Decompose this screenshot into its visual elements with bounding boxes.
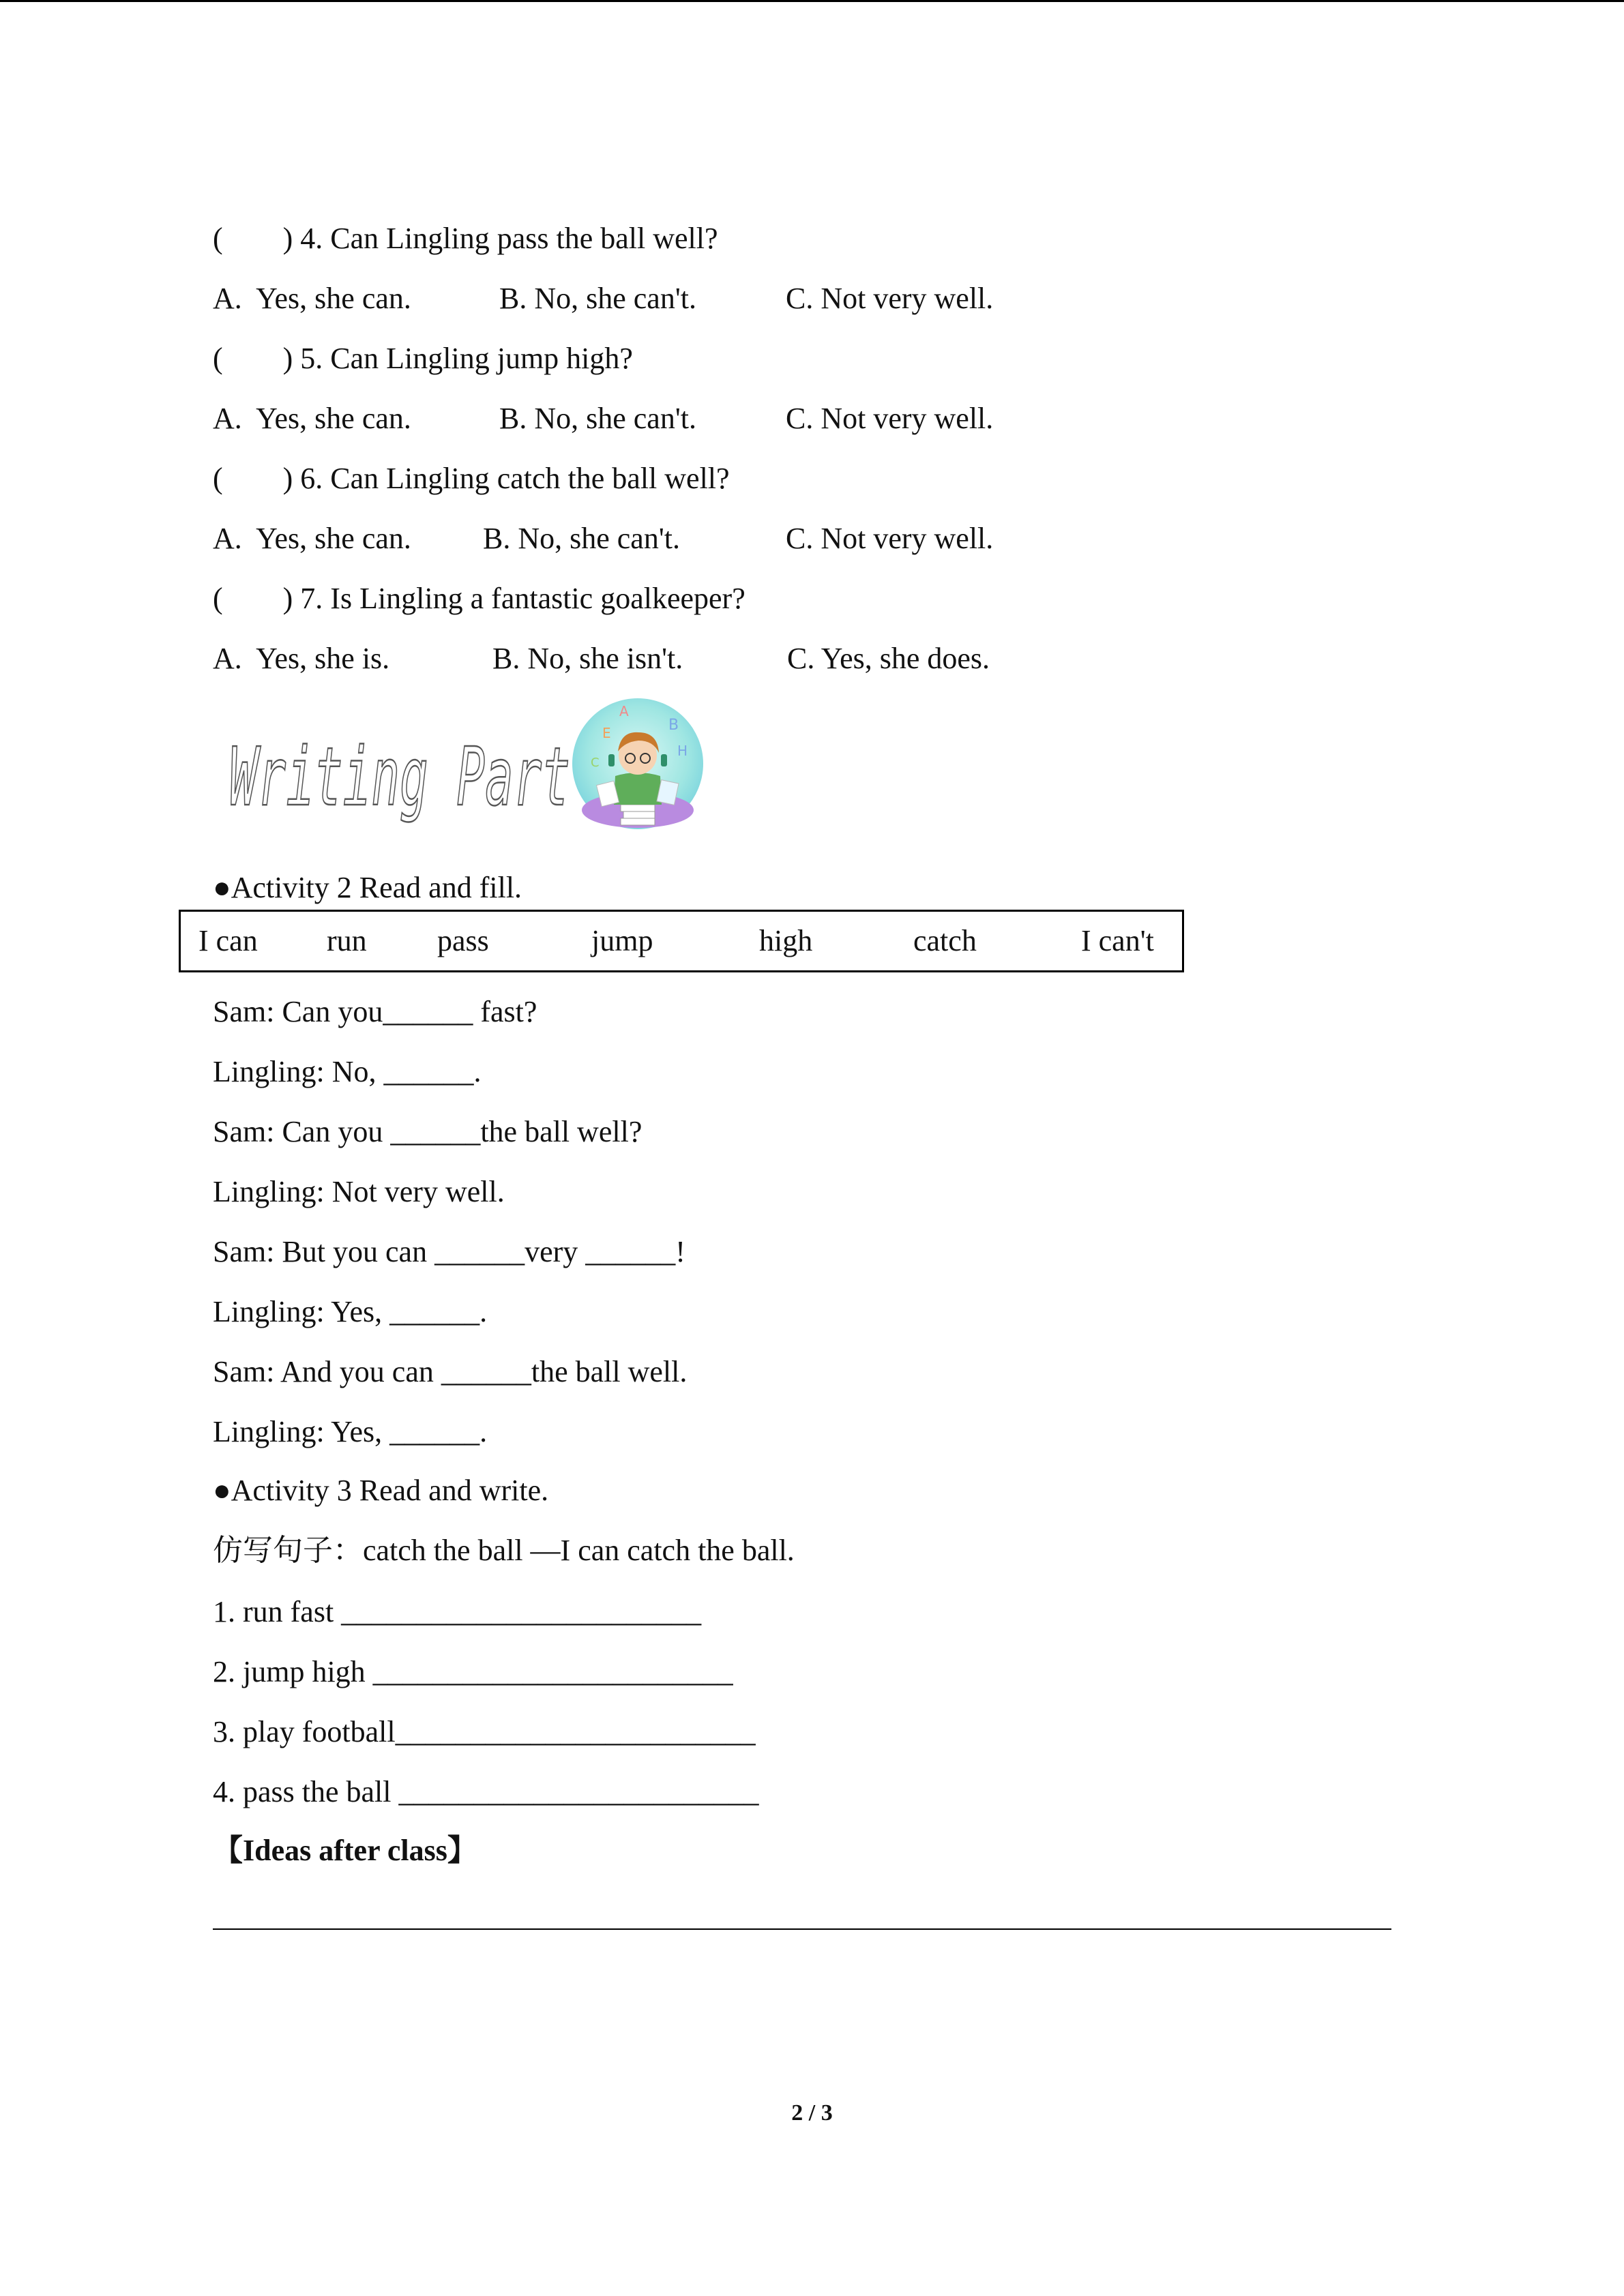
word-bank-item: catch	[913, 924, 977, 957]
option-a: A. Yes, she can.	[213, 402, 411, 435]
page-number: 2 / 3	[791, 2100, 833, 2126]
dialogue-line: Sam: Can you______ fast?	[213, 995, 537, 1028]
letter-icon: B	[668, 717, 679, 734]
dialogue-line: Lingling: Yes, ______.	[213, 1295, 488, 1328]
answer-line	[213, 1928, 1391, 1930]
writing-item: 1. run fast ________________________	[213, 1595, 702, 1628]
letter-icon: A	[619, 703, 629, 719]
option-a: A. Yes, she is.	[213, 642, 390, 675]
dialogue-line: Sam: Can you ______the ball well?	[213, 1115, 643, 1148]
question-4-options	[213, 278, 1441, 319]
writing-part-graphic	[225, 696, 716, 839]
question-7-options	[213, 638, 1441, 679]
writing-item: 3. play football________________________	[213, 1715, 756, 1748]
word-bank-item: jump	[591, 924, 653, 957]
kid-reading-icon	[572, 698, 703, 829]
word-bank-item: pass	[437, 924, 489, 957]
option-b: B. No, she isn't.	[492, 642, 683, 675]
letter-icon: E	[602, 725, 611, 741]
writing-item: 4. pass the ball ________________________	[213, 1775, 759, 1808]
question-4: ( ) 4. Can Lingling pass the ball well?	[213, 222, 718, 255]
option-c: C. Not very well.	[786, 402, 994, 435]
question-7: ( ) 7. Is Lingling a fantastic goalkeeper?	[213, 582, 745, 615]
ideas-after-class-heading: 【Ideas after class】	[213, 1834, 477, 1867]
option-a: A. Yes, she can.	[213, 522, 411, 555]
example-sentence: 仿写句子：catch the ball —I can catch the ball.	[213, 1534, 795, 1567]
dialogue-line: Lingling: Yes, ______.	[213, 1415, 488, 1448]
letter-icon: H	[677, 743, 688, 759]
dialogue-line: Sam: And you can ______the ball well.	[213, 1355, 688, 1388]
option-b: B. No, she can't.	[499, 402, 696, 435]
option-c: C. Not very well.	[786, 522, 994, 555]
word-bank-item: I can	[198, 924, 258, 957]
option-b: B. No, she can't.	[483, 522, 680, 555]
activity-3-heading: ●Activity 3 Read and write.	[213, 1474, 549, 1507]
dialogue-line: Lingling: No, ______.	[213, 1055, 482, 1088]
writing-item: 2. jump high ________________________	[213, 1655, 733, 1688]
option-a: A. Yes, she can.	[213, 282, 411, 315]
question-5: ( ) 5. Can Lingling jump high?	[213, 342, 633, 375]
option-c: C. Not very well.	[786, 282, 994, 315]
question-6-options	[213, 518, 1441, 559]
page-top-border	[0, 0, 1624, 2]
dialogue-line: Sam: But you can ______very ______!	[213, 1235, 685, 1268]
word-bank	[179, 910, 1184, 972]
writing-part-title: Writing Part	[229, 730, 570, 824]
word-bank-item: high	[759, 924, 813, 957]
writing-part-banner	[225, 696, 716, 839]
activity-2-heading: ●Activity 2 Read and fill.	[213, 871, 522, 904]
word-bank-item: run	[327, 924, 367, 957]
word-bank-item: I can't	[1081, 924, 1154, 957]
dialogue-line: Lingling: Not very well.	[213, 1175, 505, 1208]
option-c: C. Yes, she does.	[787, 642, 990, 675]
question-5-options	[213, 398, 1441, 439]
question-6: ( ) 6. Can Lingling catch the ball well?	[213, 462, 730, 495]
option-b: B. No, she can't.	[499, 282, 696, 315]
letter-icon: C	[591, 756, 600, 770]
